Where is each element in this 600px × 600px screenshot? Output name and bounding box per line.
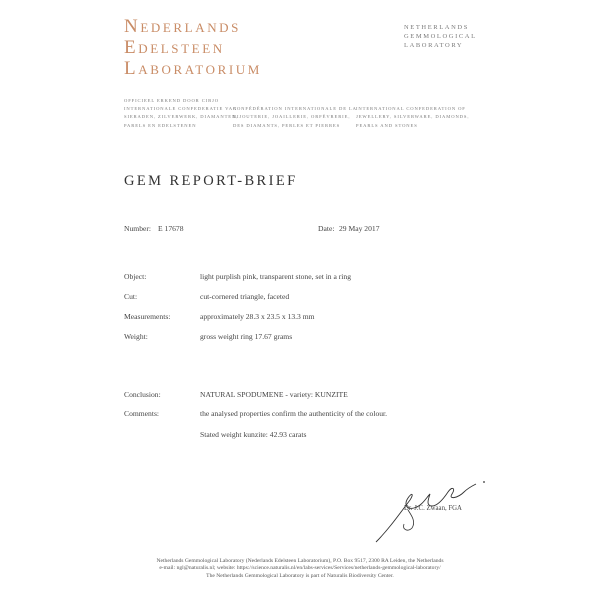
confed-line: BIJOUTERIE, JOAILLERIE, ORFÈVRERIE, xyxy=(233,114,351,120)
footer-address xyxy=(0,558,600,580)
field-label-cut: Cut: xyxy=(124,292,138,301)
number-label: Number: xyxy=(124,224,151,233)
confederation-english xyxy=(356,97,469,130)
footer-line: The Netherlands Gemmological Laboratory is part of Naturalis Biodiversity Center. xyxy=(206,572,394,579)
signatory-name: Dr. J.C. Zwaan, FGA xyxy=(404,505,462,512)
field-value-cut: cut-cornered triangle, faceted xyxy=(200,292,290,301)
field-label-weight: Weight: xyxy=(124,332,148,341)
confed-line: PEARLS AND STONES xyxy=(356,122,418,128)
confed-line: DES DIAMANTS, PERLES ET PIERRES xyxy=(233,122,341,128)
lab-name-english xyxy=(404,23,477,50)
confed-line xyxy=(356,97,469,105)
confed-line: PARELS EN EDELSTENEN xyxy=(124,122,197,128)
confederation-dutch xyxy=(124,97,238,130)
conclusion-label: Conclusion: xyxy=(124,390,161,399)
number-value: E 17678 xyxy=(158,224,184,233)
confed-line: INTERNATIONAL CONFEDERATION OF xyxy=(356,106,466,112)
report-title: GEM REPORT-BRIEF xyxy=(124,173,298,189)
date-label: Date: xyxy=(318,224,335,233)
brand-line: Nederlands xyxy=(124,16,241,37)
comments-value: the analysed properties confirm the authenticity of the colour. xyxy=(200,409,388,418)
confederation-french xyxy=(233,97,357,130)
comments-label: Comments: xyxy=(124,409,160,418)
signature-flourish xyxy=(404,510,414,530)
signature-stroke xyxy=(376,484,476,542)
field-label-measurements: Measurements: xyxy=(124,312,171,321)
brand-line: Laboratorium xyxy=(124,58,262,79)
confed-line: CONFÉDÉRATION INTERNATIONALE DE LA xyxy=(233,106,357,112)
brand-en-line: GEMMOLOGICAL xyxy=(404,33,477,40)
field-value-weight: gross weight ring 17.67 grams xyxy=(200,332,293,341)
confed-line xyxy=(233,97,357,105)
footer-line: e-mail: ngl@naturalis.nl; website: https://science.naturalis.nl/en/labs-services/Services/netherlands-gemmological-laboratory/ xyxy=(159,565,441,572)
footer-line: Netherlands Gemmological Laboratory (Nederlands Edelsteen Laboratorium), P.O. Box 9517, 2300 RA Leiden, the Netherlands xyxy=(156,558,444,564)
conclusion-value: NATURAL SPODUMENE - variety: KUNZITE xyxy=(200,390,348,399)
signature-dot xyxy=(483,481,485,483)
confed-line: JEWELLERY, SILVERWARE, DIAMONDS, xyxy=(356,114,470,120)
stated-weight: Stated weight kunzite: 42.93 carats xyxy=(200,430,307,439)
field-label-object: Object: xyxy=(124,272,147,281)
brand-line: Edelsteen xyxy=(124,37,225,58)
date-value: 29 May 2017 xyxy=(339,224,380,233)
field-value-object: light purplish pink, transparent stone, set in a ring xyxy=(200,272,352,281)
confed-line: SIERADEN, ZILVERWERK, DIAMANTEN, xyxy=(124,114,239,120)
field-value-measurements: approximately 28.3 x 23.5 x 13.3 mm xyxy=(200,312,315,321)
brand-en-line: LABORATORY xyxy=(404,42,464,49)
confed-line: OFFICIEEL ERKEND DOOR CIBJO xyxy=(124,98,219,103)
brand-en-line: NETHERLANDS xyxy=(404,24,469,31)
lab-name-dutch xyxy=(124,16,262,79)
confed-line: INTERNATIONALE CONFEDERATIE VAN xyxy=(124,106,238,112)
